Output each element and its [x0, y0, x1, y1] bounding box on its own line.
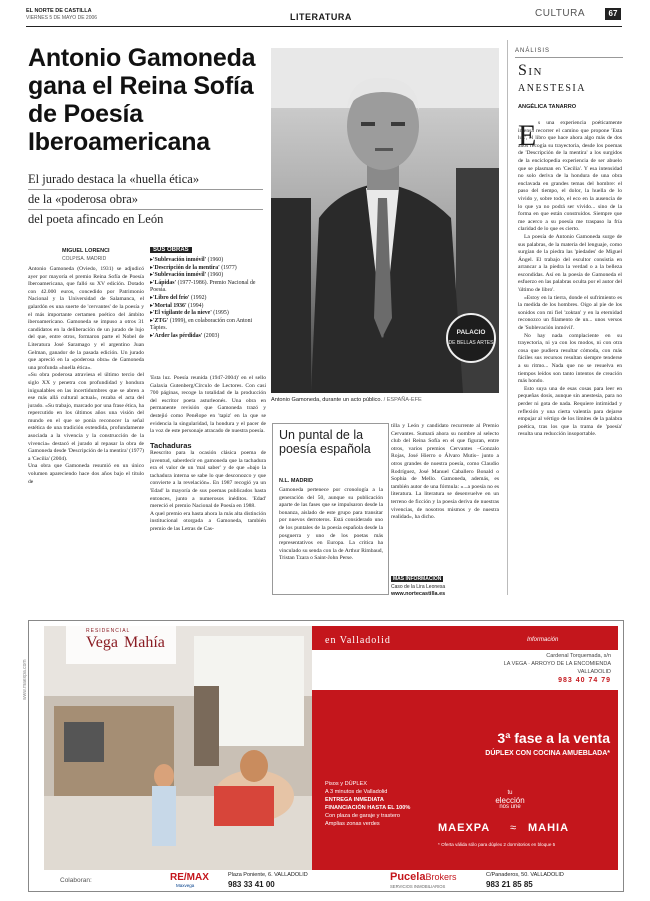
ad-eleccion	[480, 790, 540, 811]
work-detail: (1999), en colaboración con Antoni Tàpies.	[150, 317, 253, 332]
sidebar-col-b: tilla y León y candidato recurrente al Premio Cervantes. Sumará ahora su nombre al selecto club del Reina Sofía en el que figuran, entre otros, varios premios Cervantes –Gonzalo Rojas, José Hierro o Álvaro Mutis– junto a otros grandes de nuestra poesía, como Claudio Rodríguez, José Manuel Caballero Bonald o Sophia de Mello. Gamoneda, además, es también autor de una fórmula: «...a poesía no es literatura. La literatura se desenvuelve en un terreno de ficción y la poesía deriva de nuestras vivencias, de nosotros mismos y de nuestra realidad», ha dicho.	[391, 423, 499, 521]
subhead-divider-2	[28, 209, 263, 210]
photo-caption-text: Antonio Gamoneda, durante un acto público.	[271, 397, 383, 403]
sidebar-title: Un puntal de la poesía española	[279, 428, 371, 456]
work-title: ▸'Mortal 1936'	[150, 302, 189, 309]
ad-c1-sub: Maxvega	[176, 883, 195, 888]
ad-c2-logo-a: Pucela	[390, 871, 426, 883]
ad-feature-item: ENTREGA INMEDIATA	[325, 797, 384, 803]
gamoneda-photo	[271, 48, 499, 393]
ad-c2-logo	[390, 871, 456, 883]
ad-eleccion-3: nos une	[499, 804, 521, 810]
ad-c1-phone: 983 33 41 00	[228, 880, 275, 889]
mas-info-text: Caso de la Lira Leonesa	[391, 584, 446, 590]
article-col-2a: 'Esta luz. Poesía reunida (1947-2004)' en el sello Galaxia Gutenberg/Círculo de Lectores. Con casi 700 páginas, recoge la totalidad de la producción del escritor poeta asturleonés. Una obra en permanente revisión que Gamoneda trazó y destejió como Penélope en 'tapiz' en la que se evidencia la singularidad, la hondura y el pacer de la voz de este personaje atracado de nuestra poesía.	[150, 375, 266, 435]
mas-info-label: MÁS INFORMACIÓN	[393, 576, 442, 582]
work-detail: (1977-1986). Premio Nacional de Poesía.	[150, 279, 256, 294]
ad-brand-small: RESIDENCIAL	[86, 628, 131, 634]
svg-text:PALACIO: PALACIO	[456, 329, 486, 336]
photo-caption	[271, 397, 501, 403]
ad-partner-1: MAEXPA	[438, 822, 491, 834]
work-detail: (1992)	[190, 294, 207, 301]
ad-c2-logo-b: Brokers	[425, 872, 457, 882]
ad-brand-2: Mahía	[124, 634, 165, 651]
work-title: ▸'Descripción de la mentira'	[150, 264, 222, 271]
analysis-p5: Esto suya una de esas cosas para leer en pequeñas dosis, aunque sin anestesia, para no perder ni gota de nada. Requiere intimidad y reflexión y una cierta valentía para dejarse empujar al vértigo de los límites de la palabra poética, tras los que la trama de 'poesía' resulta una reducción insoportable.	[518, 385, 622, 438]
ad-feature-item: Amplias zonas verdes	[325, 821, 380, 827]
ad-c2-sub: SERVICIOS INMOBILIARIOS	[390, 884, 446, 889]
analysis-drop-cap: E	[518, 119, 537, 152]
sidebar-col-a: Gamoneda pertenece por cronología a la generación del 50, aunque su publicación aparte de las fases que se impulsaron desde la bonanza, aislado de este grupo para transitar por nuevos derroteros. Está considerado uno de los puntales de la poesía española desde la posguerra y uno de los poetas más representativos en Europa. La crítica ha vinculado su senda con la de Arthur Rimbaud, Tristan Tzara o Saint-John Perse.	[279, 487, 383, 562]
work-item	[150, 310, 268, 318]
article-col-1: Antonio Gamoneda (Oviedo, 1931) se adjudicó ayer por mayoría el premio Reina Sofía de Poesía Iberoamericana, que falló su XV edición. Dotado con 42.000 euros, concedido por Patrimonio Nacional y la Universidad de Salamanca, el galardón es una suerte de 'cervantes' de la poesía y el más importante certamen poético del ámbito iberoamericano. Gamoneda se impuso a otros 31 candidatos en la deliberación de un jurado de lujo del que, entre otros, formaron parte el Nobel de Literatura José Saramago y el argentino Juan Gelman, ganador de la pasada edición. Un jurado que apreció en la «poderosa obra» de Gamoneda una profunda «huella ética». «Su obra poderosa atraviesa el último tercio del siglo XX y penetra con profundidad y hondura inigualables en las incertidumbres que se abren a ese más allá cultural actual», rezaba el acta del jurado. «Su trabajo, marcado por una frase ética, ha repercutido en los últimos años una visión del mundo en el que se ponía reconocer la señal estética de una tradición extendida, profundamente asociada a la vivencia y la construcción de la vivencia» destacó el jurado al repasar la obra de Gamoneda desde 'Descripción de la mentira' (1977) a 'Cecilia' (2004). Una obra que Gamoneda resumió en un único volumen apareciendo hace dos años bajo el título de	[28, 266, 144, 485]
work-title: ▸'Sublevación inmóvil'	[150, 272, 208, 279]
work-detail: (1960)	[207, 272, 224, 279]
work-title: ▸'El vigilante de la nieve'	[150, 310, 214, 317]
work-item	[150, 318, 268, 333]
analysis-p1: s una experiencia poéticamente intensa recorrer el camino que propone 'Esta luz', el libro que hace ahora algo más de dos años recogía su trayectoria, desde los poemas de 'Descripción de la mentira' a los surgidos de la enciclopedia experiencia de ser abuelo que se plasman en 'Cecilia'. Y esa intensidad no solo deriva de la hondura de una obra enclavada en grandes temas del hombre: el paso del tiempo, el dolor, la huella de lo vivido y, sobre todo, el eco en la ausencia de lo que ya no podrá ser vivido... sino de la forma en que están construidos. Siempre que me acerco a su poesía me traspaso la fría claridad de lo que es cierto.	[518, 120, 622, 233]
analysis-title-2: anestesia	[518, 80, 586, 95]
work-detail: (2003)	[203, 332, 220, 339]
work-title: ▸'Lápidas'	[150, 279, 178, 286]
analysis-p4: No hay nada complaciente en su trayectoria, ni ya con los modos, ni con otra cosa que pudiera resultar cómoda, con más fáciles sus recursos resultan siempre tenderse a su ritmo... Nada que no se resuelva en tiempos leídos son tanto intentos de creación más hondo.	[518, 332, 622, 385]
ad-phase: 3ª fase a la venta	[497, 730, 610, 746]
sidebar-byline: N.L. MADRID	[279, 478, 313, 484]
ad-c3-addr: C/Panaderos, 50. VALLADOLID	[486, 872, 564, 878]
tachaduras-heading: Tachaduras	[150, 441, 192, 450]
photo-credit: / ESPAÑA-EFE	[383, 397, 422, 403]
analysis-top-rule	[515, 57, 623, 58]
ad-eleccion-1: tu	[507, 790, 513, 796]
work-title: ▸'Arder las pérdidas'	[150, 332, 204, 339]
article-col-2b: Reescrito para la ocasión clásica poema de juventud, saberdecir en gamoneda que la tachadura era el valor de un 'mal saber' y de que «bajo la tachadura interna se sabe lo que desconozco y que convierte a la revelación». En 1987 recogió ya un 'Edad' la mayoría de sus poemas publicados hasta entonces, junto a numerosos inéditos. 'Edad' mereció el premio Nacional de Poesía en 1988. A quel premio era hasta ahora la más alta distinción institucional otorgada a Gamoneda, también premio de las Letras de Cas-	[150, 450, 266, 532]
ad-feature-item: FINANCIACIÓN HASTA EL 100%	[325, 805, 411, 811]
analysis-title-1: Sin	[518, 62, 544, 79]
work-detail: (1977)	[221, 264, 237, 271]
ad-address-3: VALLADOLID	[577, 669, 611, 675]
ad-address-1: Cardenal Torquemada, s/n	[546, 653, 611, 659]
ad-brand-1: Vega	[86, 634, 118, 651]
ad-side-url: www.maexpa.com	[22, 659, 28, 700]
work-item	[150, 280, 268, 295]
mas-info-link[interactable]: www.nortecastilla.es	[391, 591, 446, 597]
work-title: ▸'ZTG'	[150, 317, 170, 324]
ad-tagline: en Valladolid	[325, 635, 391, 646]
subhead-1: El jurado destaca la «huella ética»	[28, 172, 200, 186]
masthead-paper: EL NORTE DE CASTILLA	[26, 8, 92, 14]
ad-address-2: LA VEGA · ARROYO DE LA ENCOMIENDA	[503, 661, 611, 667]
section-right: CULTURA	[535, 8, 585, 19]
svg-text:DE BELLAS ARTES: DE BELLAS ARTES	[448, 340, 494, 346]
work-title: ▸'Libro del frío'	[150, 294, 191, 301]
ad-footnote: * Oferta válida sólo para dúplex 2 dormitorios en bloque 5	[438, 842, 556, 847]
section-center: LITERATURA	[290, 12, 352, 22]
work-detail: (1995)	[213, 310, 229, 317]
ad-c1-logo: RE/MAX	[170, 872, 209, 883]
analysis-label: ANÁLISIS	[515, 48, 551, 54]
ad-colaboran-label: Colaboran:	[60, 877, 92, 884]
work-title: ▸'Sublevación inmóvil'	[150, 257, 208, 263]
ad-c1-addr: Plaza Poniente, 6. VALLADOLID	[228, 872, 308, 878]
ad-feature-item: Pisos y DÚPLEX	[325, 781, 367, 787]
subhead-divider-1	[28, 189, 263, 190]
ad-address-phone: 983 40 74 79	[558, 677, 611, 684]
ad-features	[325, 780, 455, 828]
work-detail: (1960)	[207, 257, 224, 263]
sus-obras-title: SUS OBRAS	[150, 247, 192, 253]
analysis-author: ANGÉLICA TANARRO	[518, 104, 577, 110]
ad-eleccion-2: elección	[495, 796, 525, 805]
ad-phase-sub: DÚPLEX CON COCINA AMUEBLADA*	[485, 750, 610, 757]
page-number: 67	[605, 8, 621, 20]
work-item	[150, 257, 268, 265]
ad-feature-item: Con plaza de garaje y trastero	[325, 813, 400, 819]
author: MIGUEL LORENCI	[62, 248, 110, 254]
work-item	[150, 295, 268, 303]
ad-feature-item: A 3 minutos de Valladolid	[325, 789, 388, 795]
dateline: COLPISA. MADRID	[62, 256, 107, 262]
masthead-date: VIERNES 5 DE MAYO DE 2006	[26, 15, 98, 21]
subhead-3: del poeta afincado en León	[28, 212, 164, 226]
work-item	[150, 333, 268, 341]
photo-illustration	[271, 48, 499, 393]
ad-partner-2: MAHIA	[528, 822, 570, 834]
analysis-p3: «Estoy en la tierra, donde el sufrimiento es la medida de los hombres. Oigo al pie de los sonidos con mi fiel 'zoktan' y en la eternidad reconozco un filamento de un... unos versos de 'Sublevación inmóvil'.	[518, 294, 622, 332]
ad-c3-phone: 983 21 85 85	[486, 880, 533, 889]
analysis-rule-left	[507, 40, 508, 595]
work-item	[150, 272, 268, 280]
headline: Antonio Gamoneda gana el Reina Sofía de Poesía Iberoamericana	[28, 44, 256, 156]
work-detail: (1994)	[188, 302, 204, 309]
header-rule	[26, 26, 622, 27]
analysis-body	[518, 120, 622, 594]
subhead-2: de la «poderosa obra»	[28, 192, 139, 206]
ad-info-label: Información	[527, 637, 559, 643]
analysis-p2: La poesía de Antonio Gamoneda surge de sus palabras, de la materia del lenguaje, como surgían de la piedra las 'piedades' de Miguel Ángel. El trabajo del escultor consistía en arrancar a la piedra la verdad o a la belleza escondidas. Así en la poesía de Gamoneda el esfuerzo en las palabras oculta por el autor del 'último de libro'.	[518, 233, 622, 294]
ad-partner-wave: ≈	[510, 822, 517, 834]
sus-obras-list	[150, 257, 268, 341]
